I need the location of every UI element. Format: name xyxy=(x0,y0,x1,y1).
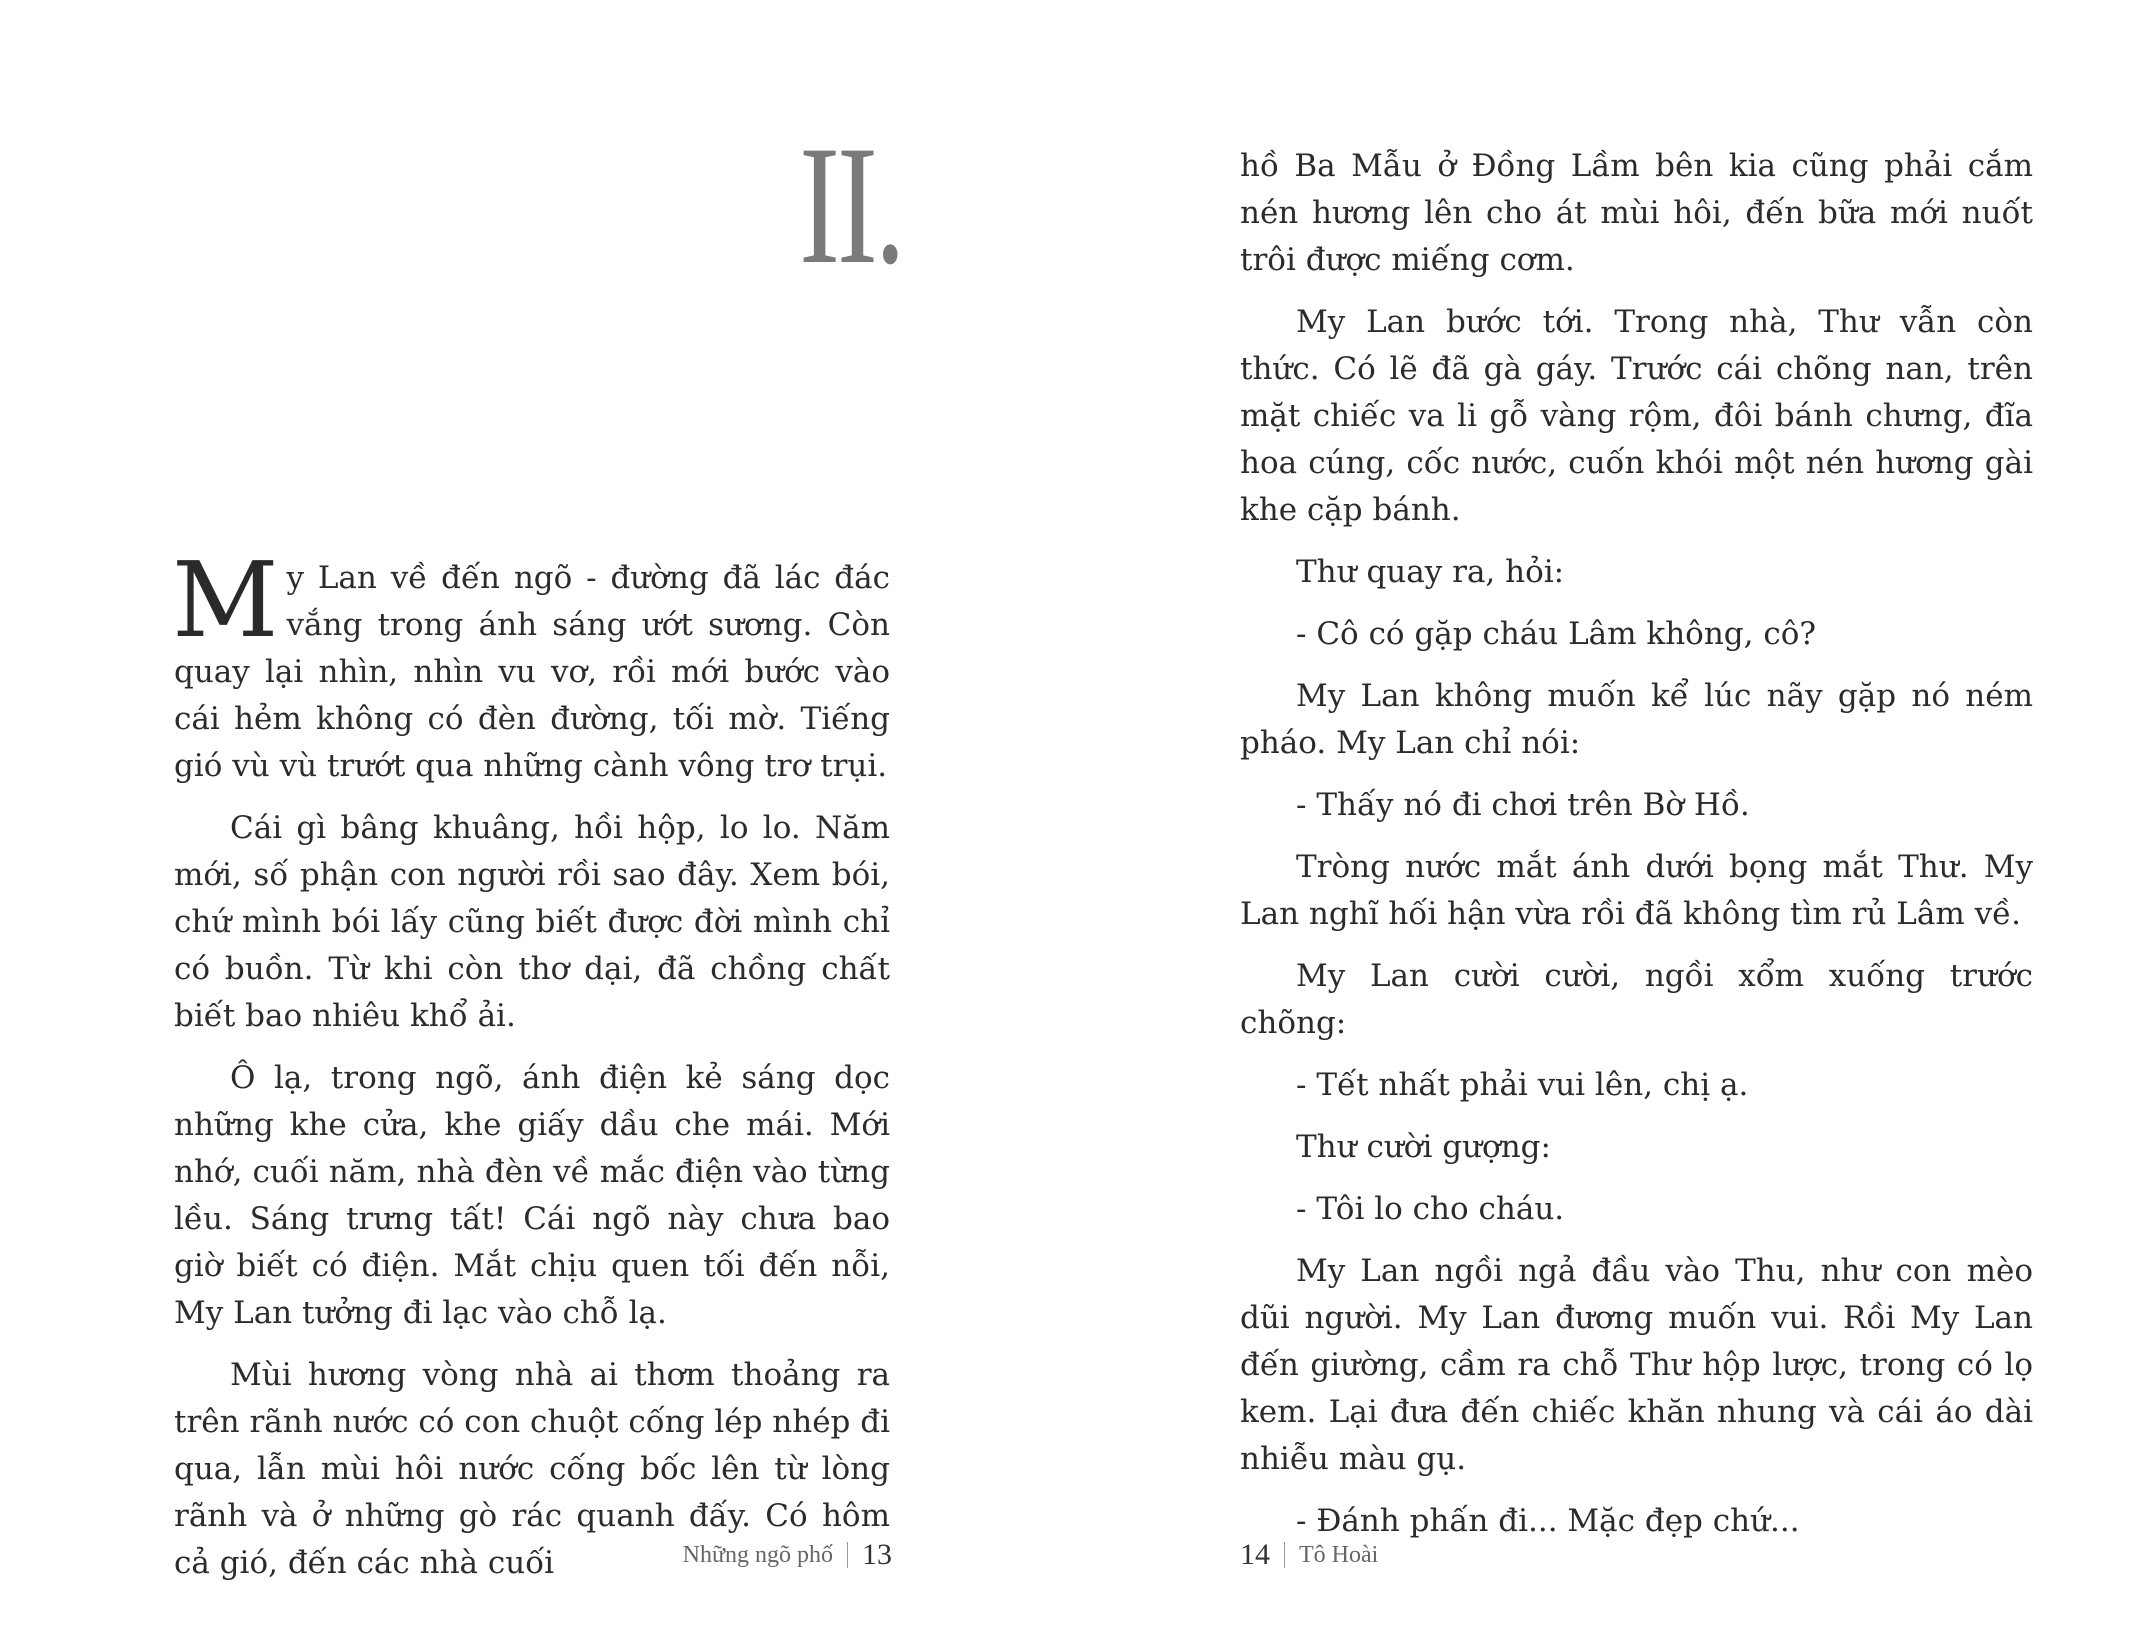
paragraph: My Lan bước tới. Trong nhà, Thư vẫn còn thức. Có lẽ đã gà gáy. Trước cái chõng nan, trên mặt chiếc va li gỗ vàng rộm, đôi bánh chưng, đĩa hoa cúng, cốc nước, cuốn khói một nén hương gài khe cặp bánh. xyxy=(1240,304,2033,528)
page-number-left: 13 xyxy=(862,1538,892,1571)
author-name: Tô Hoài xyxy=(1299,1541,1379,1568)
paragraph: My Lan không muốn kể lúc nãy gặp nó ném pháo. My Lan chỉ nói: xyxy=(1240,678,2033,761)
continued-paragraph: hồ Ba Mẫu ở Đồng Lầm bên kia cũng phải cắm nén hương lên cho át mùi hôi, đến bữa mới nuốt trôi được miếng cơm. xyxy=(1240,148,2033,278)
footer-divider xyxy=(847,1542,848,1568)
page-number-right: 14 xyxy=(1240,1538,1270,1571)
right-body-text xyxy=(1240,143,2033,1560)
paragraph: Tròng nước mắt ánh dưới bọng mắt Thư. My Lan nghĩ hối hận vừa rồi đã không tìm rủ Lâm về. xyxy=(1240,849,2033,932)
paragraph: Thư quay ra, hỏi: xyxy=(1296,554,1565,590)
opening-paragraph-text: y Lan về đến ngõ - đường đã lác đác vắng trong ánh sáng ướt sương. Còn quay lại nhìn, nhìn vu vơ, rồi mới bước vào cái hẻm không có đèn đường, tối mờ. Tiếng gió vù vù trướt qua những cành vông trơ trụi. xyxy=(174,560,890,784)
paragraph: Mùi hương vòng nhà ai thơm thoảng ra trên rãnh nước có con chuột cống lép nhép đi qua, lẫn mùi hôi nước cống bốc lên từ lòng rãnh và ở những gò rác quanh đấy. Có hôm cả gió, đến các nhà cuối xyxy=(174,1357,891,1581)
paragraph: Thư cười gượng: xyxy=(1296,1129,1551,1165)
dialogue-line: - Tết nhất phải vui lên, chị ạ. xyxy=(1296,1067,1749,1103)
chapter-number: II. xyxy=(799,111,903,299)
dialogue-line: - Thấy nó đi chơi trên Bờ Hồ. xyxy=(1296,787,1750,823)
footer-divider xyxy=(1284,1542,1285,1568)
paragraph: My Lan ngồi ngả đầu vào Thu, như con mèo dũi người. My Lan đương muốn vui. Rồi My Lan đến giường, cầm ra chỗ Thư hộp lược, trong có lọ kem. Lại đưa đến chiếc khăn nhung và cái áo dài nhiễu màu gụ. xyxy=(1240,1253,2033,1477)
opening-paragraph xyxy=(172,539,890,790)
dialogue-line: - Tôi lo cho cháu. xyxy=(1296,1191,1565,1227)
left-footer xyxy=(683,1538,892,1572)
paragraph: Cái gì bâng khuâng, hồi hộp, lo lo. Năm mới, số phận con người rồi sao đây. Xem bói, chứ mình bói lấy cũng biết được đời mình chỉ có buồn. Từ khi còn thơ dại, đã chồng chất biết bao nhiêu khổ ải. xyxy=(174,810,890,1034)
dialogue-line: - Cô có gặp cháu Lâm không, cô? xyxy=(1296,616,1816,652)
right-page xyxy=(1070,0,2139,1646)
right-footer xyxy=(1240,1538,1378,1572)
paragraph: Ô lạ, trong ngõ, ánh điện kẻ sáng dọc những khe cửa, khe giấy dầu che mái. Mới nhớ, cuối năm, nhà đèn về mắc điện vào từng lều. Sáng trưng tất! Cái ngõ này chưa bao giờ biết có điện. Mắt chịu quen tối đến nỗi, My Lan tưởng đi lạc vào chỗ lạ. xyxy=(174,1060,890,1331)
dialogue-line: - Đánh phấn đi... Mặc đẹp chứ... xyxy=(1296,1503,1800,1539)
left-body-text xyxy=(172,539,891,1602)
drop-cap: M xyxy=(172,539,279,661)
book-title: Những ngõ phố xyxy=(682,1541,833,1568)
paragraph: My Lan cười cười, ngồi xổm xuống trước chõng: xyxy=(1240,958,2033,1041)
